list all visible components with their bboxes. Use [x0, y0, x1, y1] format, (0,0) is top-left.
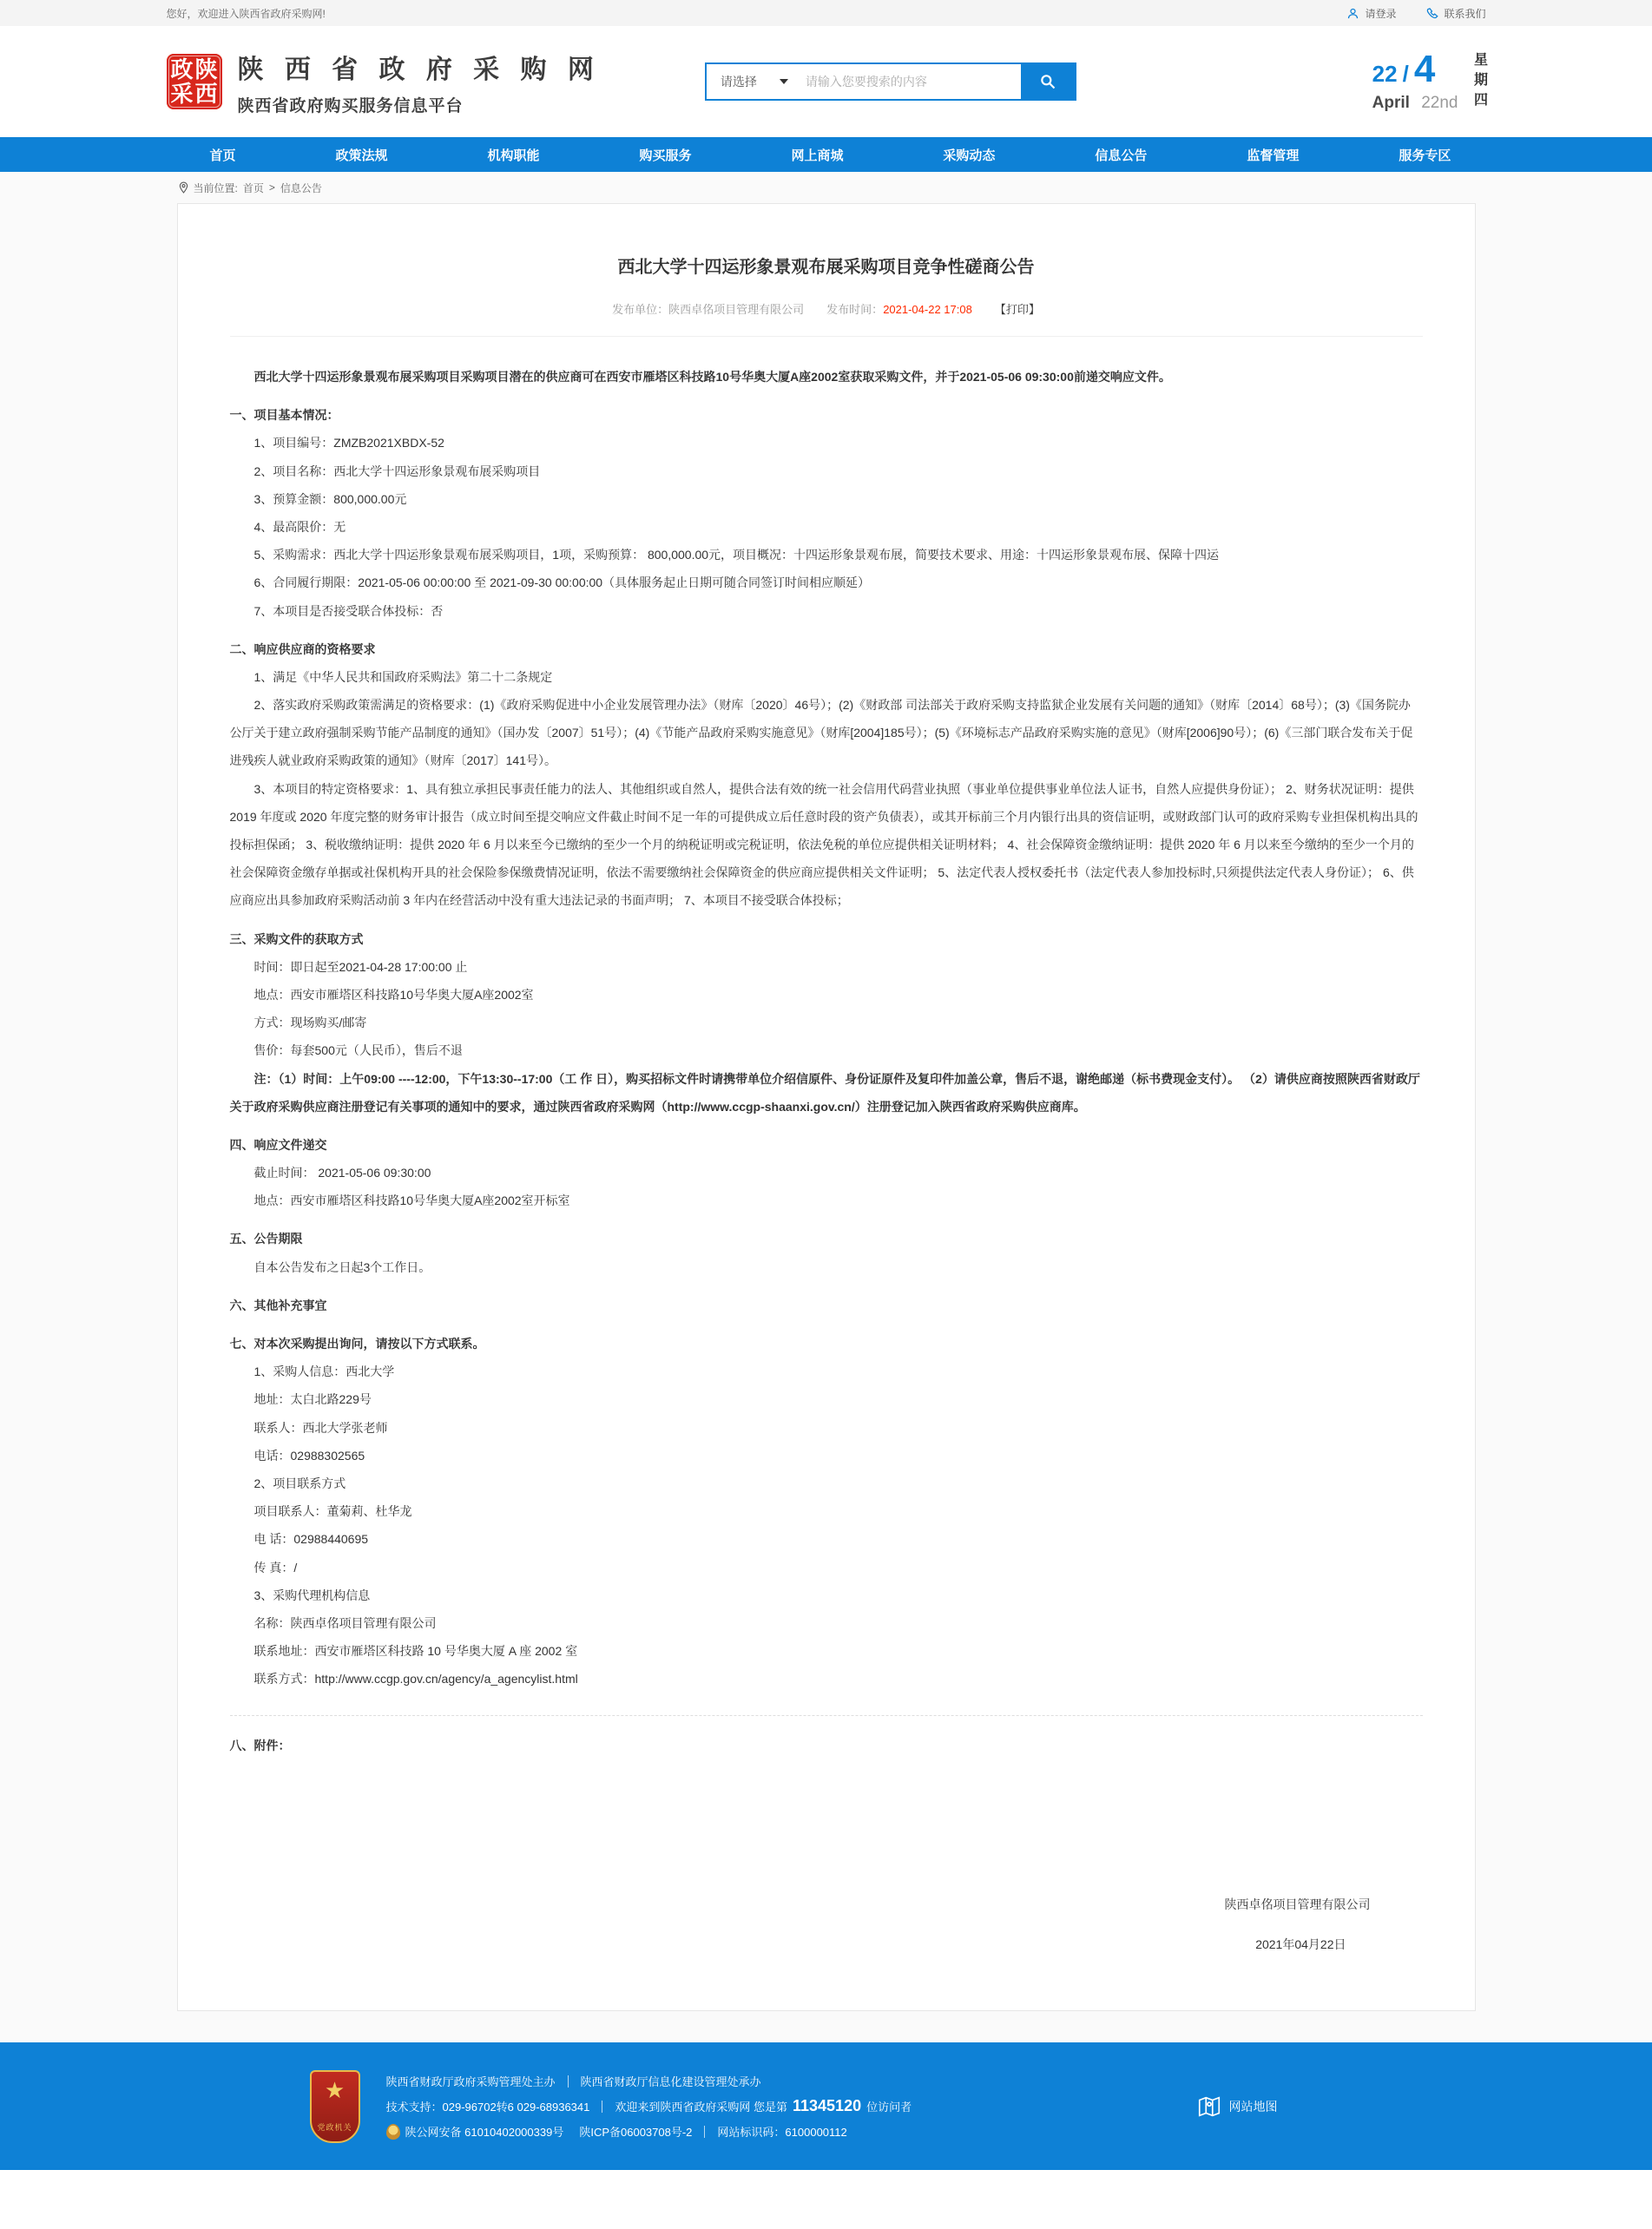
section-5-heading: 五、公告期限 — [229, 1232, 303, 1246]
date-month-name: April — [1372, 94, 1410, 112]
footer-organizer: 陕西省财政厅政府采购管理处主办 — [385, 2075, 556, 2088]
footer-divider — [568, 2075, 569, 2088]
s1-item: 2、项目名称：西北大学十四运形象景观布展采购项目 — [253, 464, 541, 478]
date-widget — [1372, 50, 1486, 113]
s7-item: 联系人：西北大学张老师 — [253, 1420, 388, 1435]
sitemap-link[interactable] — [1196, 2094, 1278, 2120]
breadcrumb — [167, 172, 1486, 203]
site-header — [0, 26, 1652, 137]
nav-item-online-mall[interactable]: 网上商城 — [791, 148, 844, 163]
search-category-select[interactable] — [707, 64, 800, 99]
s4-item: 地点：西安市雁塔区科技路10号华奥大厦A座2002室开标室 — [253, 1193, 570, 1208]
contact-label: 联系我们 — [1444, 7, 1486, 20]
s1-item: 7、本项目是否接受联合体投标：否 — [253, 603, 444, 618]
publish-time-value: 2021-04-22 17:08 — [883, 303, 972, 316]
sitemap-map-icon — [1196, 2094, 1222, 2120]
footer-registration-line — [386, 2123, 912, 2140]
date-day-ordinal: 22nd — [1421, 94, 1458, 112]
s7-item: 名称：陕西卓佲项目管理有限公司 — [253, 1615, 437, 1630]
location-pin-icon — [179, 181, 188, 194]
phone-icon — [1425, 7, 1438, 20]
breadcrumb-home-link[interactable]: 首页 — [242, 181, 264, 194]
login-label: 请登录 — [1365, 7, 1397, 20]
section-6-heading: 六、其他补充事宜 — [229, 1298, 327, 1312]
article-body — [230, 363, 1423, 1958]
search-category-label: 请选择 — [720, 75, 757, 89]
nav-item-supervision[interactable]: 监督管理 — [1247, 148, 1300, 163]
logo-char: 政 — [170, 56, 194, 82]
date-weekday: 星期四 — [1471, 51, 1487, 112]
footer-site-id: 网站标识码：6100000112 — [717, 2126, 847, 2139]
s7-item: 电 话：02988440695 — [253, 1532, 369, 1547]
logo-char: 陕 — [194, 56, 218, 82]
login-link[interactable] — [1346, 6, 1396, 21]
page-title: 西北大学十四运形象景观布展采购项目竞争性磋商公告 — [617, 258, 1035, 277]
s5-item: 自本公告发布之日起3个工作日。 — [253, 1259, 431, 1274]
print-button[interactable]: 【打印】 — [994, 303, 1040, 316]
s4-item: 截止时间： 2021-05-06 09:30:00 — [253, 1166, 431, 1180]
intro-paragraph: 西北大学十四运形象景观布展采购项目采购项目潜在的供应商可在西安市雁塔区科技路10号华奥大厦A座2002室获取采购文件，并于2021-05-06 09:30:00前递交响应文件。 — [253, 370, 1171, 384]
s7-item: 3、采购代理机构信息 — [253, 1588, 371, 1602]
section-2-heading: 二、响应供应商的资格要求 — [229, 641, 376, 656]
s7-item: 传 真：/ — [253, 1560, 298, 1575]
section-8-heading: 八、附件： — [229, 1739, 291, 1753]
breadcrumb-prefix: 当前位置: — [193, 181, 238, 194]
s3-item: 时间：即日起至2021-04-28 17:00:00 止 — [253, 959, 468, 974]
s1-item: 5、采购需求：西北大学十四运形象景观布展采购项目，1项，采购预算： 800,000.00元，项目概况：十四运形象景观布展，简要技术要求、用途：十四运形象景观布展、保障十四运 — [253, 548, 1220, 562]
top-utility-bar — [0, 0, 1652, 26]
s3-note: 注：（1）时间：上午09:00 ----12:00，下午13:30--17:00（工 作 日），购买招标文件时请携带单位介绍信原件、身份证原件及复印件加盖公章，售后不退，谢绝邮递（标书费现金支付）。 （2）请供应商按照陕西省财政厅关于政府采购供应商注册登记有关事项的通知中的要求，通过陕西省政府采购网（http://www.ccgp-shaanxi.gov.cn/）注册登记加入陕西省政府采购供应商库。 — [229, 1071, 1420, 1114]
s1-item: 6、合同履行期限：2021-05-06 00:00:00 至 2021-09-30 00:00:00（具体服务起止日期可随合同签订时间相应顺延） — [253, 575, 871, 590]
party-gov-emblem — [310, 2070, 360, 2143]
search-button[interactable] — [1021, 64, 1075, 99]
site-title: 陕 西 省 政 府 采 购 网 — [237, 55, 601, 84]
main-nav — [0, 137, 1652, 172]
publisher-value: 陕西卓佲项目管理有限公司 — [668, 303, 805, 316]
nav-item-functions[interactable]: 机构职能 — [487, 148, 540, 163]
nav-item-policies[interactable]: 政策法规 — [335, 148, 388, 163]
publisher-label: 发布单位： — [612, 303, 669, 316]
footer-support-line — [386, 2097, 912, 2115]
welcome-text: 您好，欢迎进入陕西省政府采购网! — [166, 7, 326, 20]
logo-char: 西 — [194, 81, 218, 107]
emblem-star-icon: ★ — [324, 2076, 346, 2103]
s3-item: 售价：每套500元（人民币），售后不退 — [253, 1043, 463, 1058]
visitor-count: 11345120 — [793, 2097, 862, 2114]
signature-company: 陕西卓佲项目管理有限公司 — [1224, 1897, 1371, 1911]
search-bar — [705, 62, 1076, 101]
attachment-divider — [230, 1715, 1423, 1716]
date-day: 22 — [1372, 61, 1398, 87]
site-subtitle: 陕西省政府购买服务信息平台 — [237, 96, 464, 115]
publish-time-label: 发布时间： — [826, 303, 884, 316]
s7-item: 项目联系人：董菊莉、杜华龙 — [253, 1504, 412, 1519]
section-1-heading: 一、项目基本情况： — [229, 408, 339, 423]
nav-item-service-zone[interactable]: 服务专区 — [1399, 148, 1451, 163]
s7-item: 电话：02988302565 — [253, 1448, 365, 1463]
s2-item: 2、落实政府采购政策需满足的资格要求：(1)《政府采购促进中小企业发展管理办法》（财库〔2020〕46号）；(2)《财政部 司法部关于政府采购支持监狱企业发展有关问题的通知》（财库〔2014〕68号）；(3)《国务院办公厅关于建立政府强制采购节能产品制度的通知》（国办发〔2007〕51号）；(4)《节能产品政府采购实施意见》（财库[2004]185号）；(5)《环境标志产品政府采购实施的意见》（财库[2006]90号）；(6)《三部门联合发布关于促进残疾人就业政府采购政策的通知》（财库〔2017〕141号）。 — [229, 698, 1413, 768]
s1-item: 3、预算金额：800,000.00元 — [253, 491, 407, 506]
nav-item-home[interactable]: 首页 — [209, 148, 236, 163]
s7-item: 1、采购人信息：西北大学 — [253, 1364, 395, 1379]
signature-date: 2021年04月22日 — [1255, 1936, 1346, 1951]
site-logo[interactable] — [167, 54, 222, 109]
police-badge-icon — [386, 2124, 400, 2140]
footer-co-organizer: 陕西省财政厅信息化建设管理处承办 — [580, 2075, 761, 2088]
s1-item: 4、最高限价：无 — [253, 519, 346, 534]
s7-item: 地址：太白北路229号 — [253, 1392, 372, 1407]
footer-icp-record[interactable]: 陕ICP备06003708号-2 — [579, 2126, 693, 2139]
announcement-article — [177, 203, 1476, 2011]
emblem-label: 党政机关 — [317, 2122, 352, 2132]
section-7-heading: 七、对本次采购提出询问，请按以下方式联系。 — [229, 1337, 485, 1351]
s7-item: 2、项目联系方式 — [253, 1476, 346, 1490]
s7-item: 联系方式：http://www.ccgp.gov.cn/agency/a_agencylist.html — [253, 1672, 578, 1687]
sitemap-label: 网站地图 — [1228, 2099, 1278, 2114]
section-3-heading: 三、采购文件的获取方式 — [229, 931, 364, 946]
breadcrumb-separator: > — [268, 181, 275, 194]
s3-item: 地点：西安市雁塔区科技路10号华奥大厦A座2002室 — [253, 987, 534, 1002]
date-month-number: 4 — [1413, 48, 1436, 90]
date-separator: / — [1402, 61, 1409, 87]
attachment-empty-area — [230, 1760, 1423, 1882]
s2-item: 3、本项目的特定资格要求：1、具有独立承担民事责任能力的法人、其他组织或自然人，提供合法有效的统一社会信用代码营业执照（事业单位提供事业单位法人证书，自然人应提供身份证）； 2、财务状况证明：提供 2019 年度或 2020 年度完整的财务审计报告（成立时间至提交响应文件截止时间不足一年的可提供成立后任意时段的资产负债表），或其开标前三个月内银行出具的资信证明，或财政部门认可的政府采购专业担保机构出具的投标担保函； 3、税收缴纳证明：提供 2020 年 6 月以来至今已缴纳的至少一个月的纳税证明或完税证明，依法免税的单位应提供相关证明材料； 4、社会保障资金缴纳证明：提供 2020 年 6 月以来至今缴纳的至少一个月的社会保障资金缴存单据或社保机构开具的社会保险参保缴费情况证明，依法不需要缴纳社会保障资金的供应商应提供相关文件证明； 5、法定代表人授权委托书（法定代表人参加投标时,只须提供法定代表人身份证）； 6、供应商应出具参加政府采购活动前 3 年内在经营活动中没有重大违法记录的书面声明； 7、本项目不接受联合体投标； — [229, 781, 1418, 908]
site-footer — [0, 2042, 1652, 2170]
section-4-heading: 四、响应文件递交 — [229, 1137, 327, 1152]
nav-item-purchase-services[interactable]: 购买服务 — [639, 148, 692, 163]
breadcrumb-current: 信息公告 — [280, 181, 322, 194]
footer-tech-support: 技术支持：029-96702转6 029-68936341 — [385, 2101, 590, 2114]
user-icon — [1346, 7, 1359, 20]
footer-organizer-line — [386, 2073, 912, 2089]
footer-security-record[interactable]: 陕公网安备 61010402000339号 — [405, 2126, 564, 2139]
search-icon — [1039, 73, 1056, 90]
nav-item-procurement-news[interactable]: 采购动态 — [943, 148, 996, 163]
s2-item: 1、满足《中华人民共和国政府采购法》第二十二条规定 — [253, 669, 553, 684]
contact-link[interactable] — [1425, 6, 1485, 21]
nav-item-announcements[interactable]: 信息公告 — [1095, 148, 1148, 163]
article-meta — [230, 300, 1423, 337]
footer-visitor-suffix: 位访问者 — [866, 2101, 912, 2114]
s7-item: 联系地址：西安市雁塔区科技路 10 号华奥大厦 A 座 2002 室 — [253, 1644, 578, 1659]
footer-divider — [704, 2126, 705, 2138]
s3-item: 方式：现场购买/邮寄 — [253, 1016, 367, 1030]
logo-char: 采 — [170, 81, 194, 107]
chevron-down-icon — [780, 79, 788, 84]
search-input[interactable] — [800, 64, 1021, 99]
s1-item: 1、项目编号：ZMZB2021XBDX-52 — [253, 436, 444, 450]
signature-block — [230, 1890, 1423, 1958]
footer-visitor-prefix: 欢迎来到陕西省政府采购网 您是第 — [615, 2101, 787, 2114]
